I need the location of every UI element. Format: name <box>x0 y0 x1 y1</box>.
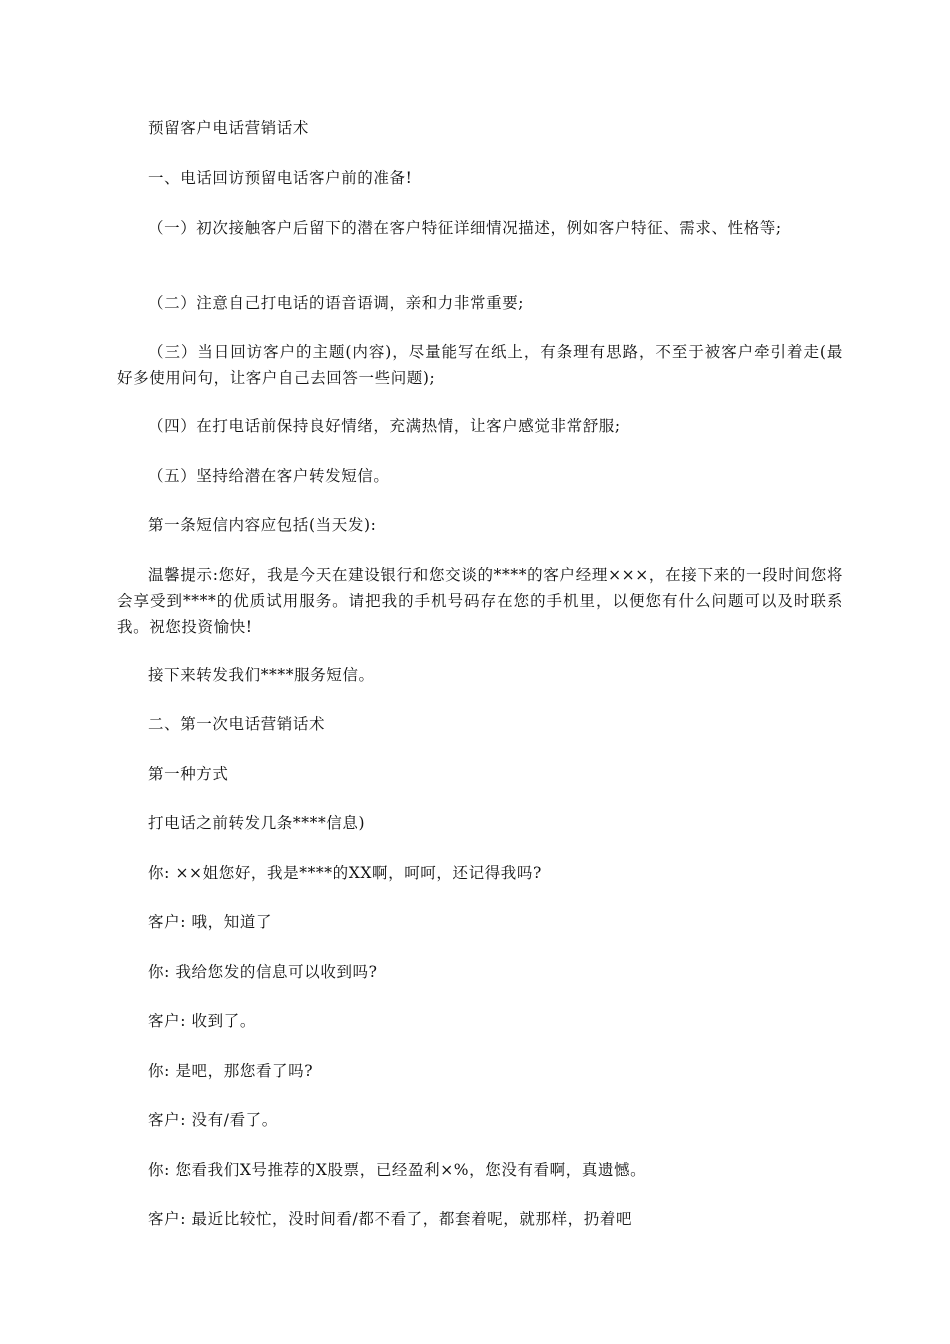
paragraph-before-call: 打电话之前转发几条****信息) <box>148 814 366 832</box>
dialogue-line: 你: 我给您发的信息可以收到吗? <box>148 963 378 981</box>
paragraph-sms-intro: 第一条短信内容应包括(当天发): <box>148 516 377 534</box>
section-heading-first-call: 二、第一次电话营销话术 <box>148 715 326 733</box>
dialogue-line: 你: ××姐您好，我是****的XX啊，呵呵，还记得我吗? <box>148 864 542 882</box>
paragraph-item-2: （二）注意自己打电话的语音语调，亲和力非常重要; <box>148 294 525 312</box>
paragraph-item-4: （四）在打电话前保持良好情绪，充满热情，让客户感觉非常舒服; <box>148 417 621 435</box>
dialogue-line: 客户: 没有/看了。 <box>148 1111 278 1129</box>
paragraph-item-5: （五）坚持给潜在客户转发短信。 <box>148 467 390 485</box>
paragraph-sms-followup: 接下来转发我们****服务短信。 <box>148 666 375 684</box>
section-heading-preparation: 一、电话回访预留电话客户前的准备! <box>148 169 413 187</box>
paragraph-sms-content: 温馨提示:您好，我是今天在建设银行和您交谈的****的客户经理×××，在接下来的一段时间您将会享受到****的优质试用服务。请把我的手机号码存在您的手机里，以便您有什么问题可以及时联系我。祝您投资愉快! <box>117 566 843 636</box>
paragraph-item-1: （一）初次接触客户后留下的潜在客户特征详细情况描述，例如客户特征、需求、性格等; <box>148 219 782 237</box>
dialogue-line: 客户: 收到了。 <box>148 1012 256 1030</box>
paragraph-method-1: 第一种方式 <box>148 765 229 783</box>
dialogue-line: 你: 您看我们X号推荐的X股票，已经盈利×%，您没有看啊，真遗憾。 <box>148 1161 647 1179</box>
paragraph-item-3: （三）当日回访客户的主题(内容)，尽量能写在纸上，有条理有思路，不至于被客户牵引着走(最好多使用问句，让客户自己去回答一些问题); <box>117 343 843 387</box>
dialogue-line: 客户: 最近比较忙，没时间看/都不看了，都套着呢，就那样，扔着吧 <box>148 1210 633 1228</box>
dialogue-line: 客户: 哦，知道了 <box>148 913 273 931</box>
dialogue-line: 你: 是吧，那您看了吗? <box>148 1062 314 1080</box>
document-title: 预留客户电话营销话术 <box>148 119 310 137</box>
